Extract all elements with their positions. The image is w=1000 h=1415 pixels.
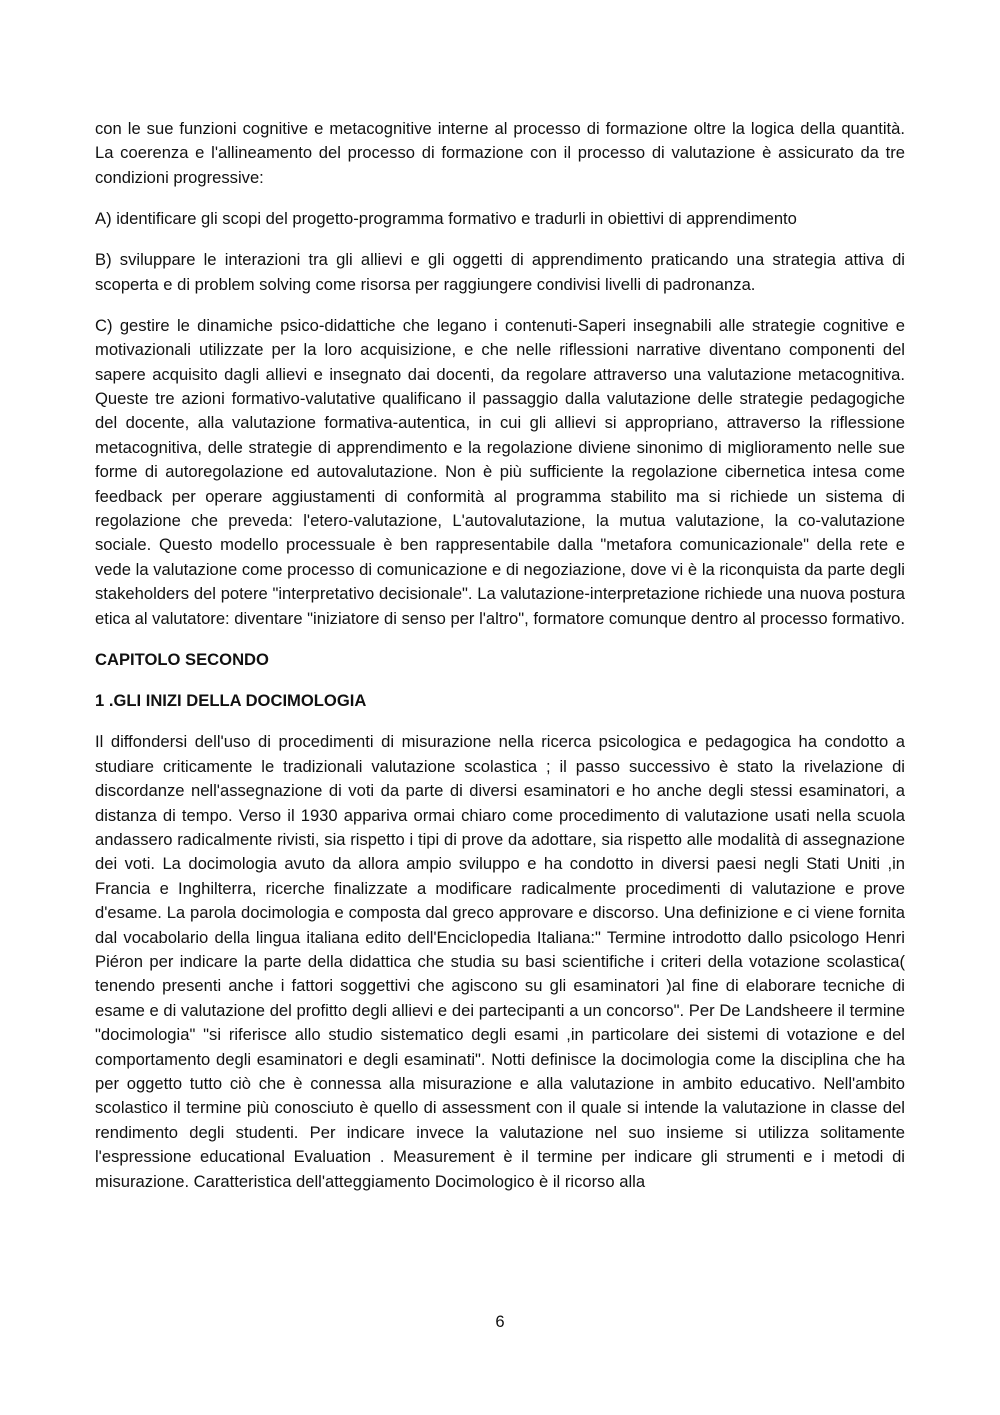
page-number: 6 xyxy=(495,1312,505,1331)
paragraph-point-a: A) identificare gli scopi del progetto-programma formativo e tradurli in obiettivi di apprendimento xyxy=(95,209,797,229)
section-heading: 1 .GLI INIZI DELLA DOCIMOLOGIA xyxy=(95,691,367,711)
paragraph-point-c: C) gestire le dinamiche psico-didattiche che legano i contenuti-Saperi insegnabili alle strategie cognitive e motivazionali utilizzate per la loro acquisizione, e che nelle riflessioni narrative diventano componenti del sapere acquisito dagli allievi e insegnato dai docenti, da regolare attraverso una valutazione metacognitiva. Queste tre azioni formativo-valutative qualificano il passaggio dalla valutazione delle strategie pedagogiche del docente, alla valutazione formativa-autentica, in cui gli allievi si appropriano, attraverso la riflessione metacognitiva, delle strategie di apprendimento e la regolazione diviene sinonimo di miglioramento nelle sue forme di autoregolazione ed autovalutazione. Non è più sufficiente la regolazione cibernetica intesa come feedback per operare aggiustamenti di conformità al programma stabilito ma si richiede un sistema di regolazione che preveda: l'etero-valutazione, L'autovalutazione, la mutua valutazione, la co-valutazione sociale. Questo modello processuale è ben rappresentabile dalla "metafora comunicazionale" della rete e vede la valutazione come processo di comunicazione e di negoziazione, dove vi è la riconquista da parte degli stakeholders del potere "interpretativo decisionale". La valutazione-interpretazione richiede una nuova postura etica al valutatore: diventare "iniziatore di senso per l'altro", formatore comunque dentro al processo formativo. xyxy=(95,315,906,628)
chapter-heading: CAPITOLO SECONDO xyxy=(95,649,269,669)
paragraph-docimologia: Il diffondersi dell'uso di procedimenti di misurazione nella ricerca psicologica e pedagogica ha condotto a studiare criticamente le tradizionali valutazione scolastica ; il passo successivo è stato la rivelazione di discordanze nell'assegnazione di voti da parte di diversi esaminatori e ho anche degli stessi esaminatori, a distanza di tempo. Verso il 1930 appariva ormai chiaro come procedimento di valutazione usati nella scuola andassero radicalmente rivisti, sia rispetto i tipi di prove da adottare, sia rispetto alle modalità di assegnazione dei voti. La docimologia avuto da allora ampio sviluppo e ha condotto in diversi paesi negli Stati Uniti ,in Francia e Inghilterra, ricerche finalizzate a modificare radicalmente procedimenti di valutazione e prove d'esame. La parola docimologia e composta dal greco approvare e discorso. Una definizione e ci viene fornita dal vocabolario della lingua italiana edito dell'Enciclopedia Italiana:" Termine introdotto dallo psicologo Henri Piéron per indicare la parte della didattica che studia su basi scientifiche i criteri della votazione scolastica( tenendo presenti anche i fattori soggettivi che agiscono su gli esaminatori )al fine di elaborare tecniche di esame e di valutazione del profitto degli allievi e dei partecipanti a un concorso". Per De Landsheere il termine "docimologia" "si riferisce allo studio sistematico degli esami ,in particolare dei sistemi di votazione e del comportamento degli esaminatori e degli esaminati". Notti definisce la docimologia come la disciplina che ha per oggetto tutto ciò che è connessa alla misurazione e alla valutazione in ambito educativo. Nell'ambito scolastico il termine più conosciuto è quello di assessment con il quale si intende la valutazione in classe del rendimento degli studenti. Per indicare invece la valutazione nel suo insieme si utilizza solitamente l'espressione educational Evaluation . Measurement è il termine per indicare gli strumenti e i metodi di misurazione. Caratteristica dell'atteggiamento Docimologico è il ricorso alla xyxy=(95,732,905,1191)
document-page xyxy=(95,117,905,1211)
paragraph-intro: con le sue funzioni cognitive e metacognitive interne al processo di formazione oltre la logica della quantità. La coerenza e l'allineamento del processo di formazione con il processo di valutazione è assicurato da tre condizioni progressive: xyxy=(95,119,905,187)
paragraph-point-b: B) sviluppare le interazioni tra gli allievi e gli oggetti di apprendimento praticando una strategia attiva di scoperta e di problem solving come risorsa per raggiungere condivisi livelli di padronanza. xyxy=(95,250,905,294)
